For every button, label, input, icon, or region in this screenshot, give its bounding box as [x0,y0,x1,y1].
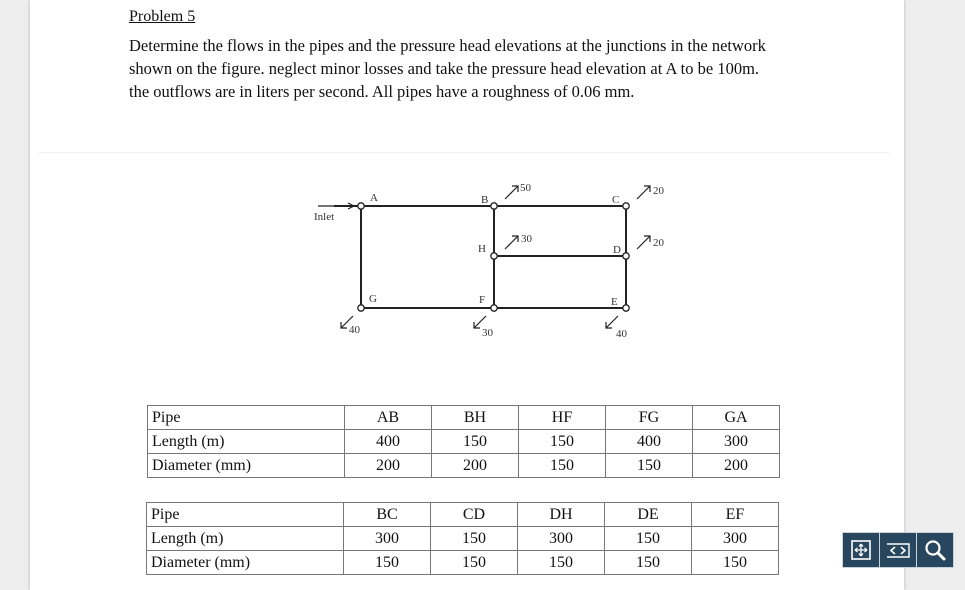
outflow-label-D: 20 [653,237,664,249]
length-cell: 150 [432,430,519,454]
pipe-table-1 [147,405,780,478]
junction-F [491,305,497,311]
table-row [148,430,780,454]
diameter-cell: 150 [344,551,431,575]
diameter-cell: 150 [605,551,692,575]
node-label-A: A [370,192,378,204]
length-cell: 300 [344,527,431,551]
section-divider [38,152,890,153]
pipe-id: HF [519,406,606,430]
pipe-id: BH [432,406,519,430]
viewer-controls [842,532,954,568]
length-cell: 300 [692,527,779,551]
row-label: Pipe [147,503,344,527]
statement-line-2: shown on the figure. neglect minor losses and take the pressure head elevation at A to be 100m. [129,59,760,78]
node-label-G: G [369,293,377,305]
outflow-label-G: 40 [349,324,360,336]
magnifier-icon [923,538,947,562]
diameter-cell: 150 [519,454,606,478]
length-cell: 150 [431,527,518,551]
fit-page-button[interactable] [842,532,880,568]
length-cell: 150 [605,527,692,551]
row-label: Length (m) [147,527,344,551]
pipe-id: FG [606,406,693,430]
diameter-cell: 200 [432,454,519,478]
length-cell: 150 [519,430,606,454]
junction-G [358,305,364,311]
length-cell: 300 [518,527,605,551]
length-cell: 400 [345,430,432,454]
junction-B [491,203,497,209]
node-label-F: F [479,294,486,306]
diameter-cell: 200 [345,454,432,478]
pipe-id: BC [344,503,431,527]
outflow-label-B: 50 [520,182,531,194]
table-row [147,503,779,527]
table-row [148,454,780,478]
node-label-D: D [613,244,621,256]
length-cell: 400 [606,430,693,454]
row-label: Diameter (mm) [147,551,344,575]
diameter-cell: 150 [692,551,779,575]
table-row [147,551,779,575]
zoom-button[interactable] [916,532,954,568]
row-label: Diameter (mm) [148,454,345,478]
outflow-label-E: 40 [616,328,627,340]
problem-statement [129,34,829,103]
problem-title: Problem 5 [129,8,196,25]
node-label-C: C [612,194,620,206]
pipe-table-2 [146,502,779,575]
junction-E [623,305,629,311]
document-page [30,0,904,590]
junction-A [358,203,364,209]
pipe-network-diagram [280,175,680,345]
statement-line-3: the outflows are in liters per second. All pipes have a roughness of 0.06 mm. [129,82,635,101]
pipe-id: DE [605,503,692,527]
row-label: Pipe [148,406,345,430]
table-row [148,406,780,430]
node-label-H: H [478,243,486,255]
page-nav-button[interactable] [879,532,917,568]
fit-page-icon [849,538,873,562]
pipe-id: EF [692,503,779,527]
diameter-cell: 150 [518,551,605,575]
diameter-cell: 200 [693,454,780,478]
statement-line-1: Determine the flows in the pipes and the pressure head elevations at the junctions in the network [129,36,766,55]
pipe-id: AB [345,406,432,430]
junction-C [623,203,629,209]
row-label: Length (m) [148,430,345,454]
outflow-label-H: 30 [521,233,532,245]
length-cell: 300 [693,430,780,454]
junction-H [491,253,497,259]
prev-next-icon [883,538,913,562]
inlet-label: Inlet [314,211,335,223]
diameter-cell: 150 [431,551,518,575]
pipe-id: DH [518,503,605,527]
outflow-label-F: 30 [482,327,493,339]
node-label-E: E [611,296,618,308]
pipe-id: CD [431,503,518,527]
diameter-cell: 150 [606,454,693,478]
pipe-id: GA [693,406,780,430]
outflow-label-C: 20 [653,185,664,197]
junction-D [623,253,629,259]
table-row [147,527,779,551]
node-label-B: B [481,194,489,206]
